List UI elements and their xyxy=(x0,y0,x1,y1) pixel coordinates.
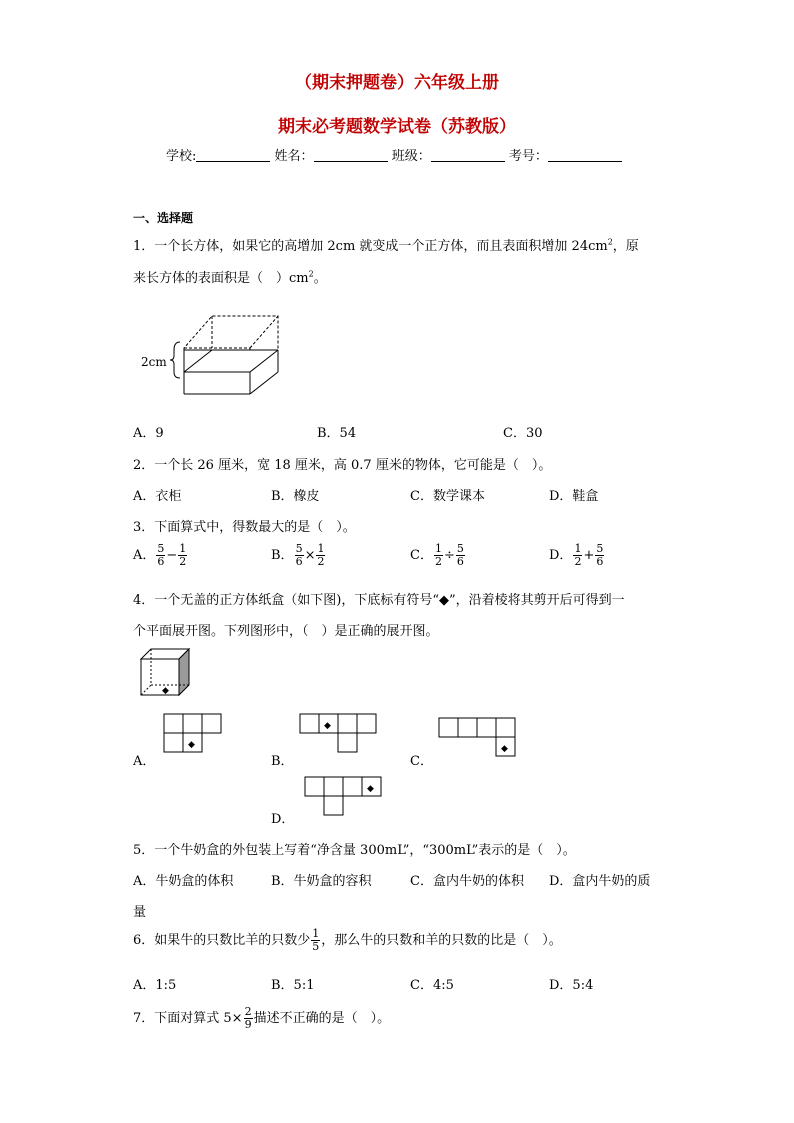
q3-c-label: C． xyxy=(410,548,433,563)
q3-a-op: − xyxy=(166,548,178,563)
section-heading: 一、选择题 xyxy=(133,211,194,225)
q3-d-label: D． xyxy=(549,548,573,563)
q3-a-frac2: $\frac{1}{2}$ xyxy=(179,542,187,568)
q3-d-frac1: $\frac{1}{2}$ xyxy=(574,542,582,568)
q3-b-frac1: $\frac{5}{6}$ xyxy=(295,542,303,568)
class-blank[interactable] xyxy=(431,149,505,162)
q5-option-d-wrap: 量 xyxy=(133,905,147,920)
q4-net-c-diamond: ◆ xyxy=(501,744,508,754)
q3-a-frac1: $\frac{5}{6}$ xyxy=(157,542,165,568)
number-label: 考号： xyxy=(508,149,548,164)
q1-figure-label: 2cm xyxy=(141,355,167,369)
school-blank[interactable] xyxy=(196,149,270,162)
q1-option-a[interactable]: A．9 xyxy=(133,426,164,441)
q4-box-figure xyxy=(141,649,191,699)
q6-text-a: 6．如果牛的只数比羊的只数少 xyxy=(133,933,311,948)
q1-sup-2: 2 xyxy=(308,269,314,279)
q4-box-diamond: ◆ xyxy=(162,686,169,696)
q1-sup: 2 xyxy=(607,237,613,247)
q5-option-a[interactable]: A．牛奶盒的体积 xyxy=(133,874,234,889)
q4-net-a[interactable] xyxy=(164,714,226,756)
q4-line-2: 个平面展开图。下列图形中，（ ）是正确的展开图。 xyxy=(133,624,439,639)
q6-option-b[interactable]: B．5:1 xyxy=(271,978,315,993)
q4-net-c[interactable] xyxy=(439,718,521,760)
q1-text-1: 1．一个长方体，如果它的高增加 2cm 就变成一个正方体，而且表面积增加 24cm xyxy=(133,239,608,254)
q1-line-2 xyxy=(133,267,327,286)
q3-a-label: A． xyxy=(133,548,156,563)
q4-net-b-diamond: ◆ xyxy=(324,721,331,731)
q4-net-a-diamond: ◆ xyxy=(188,740,195,750)
q1-text-1-end: ，原 xyxy=(612,239,639,254)
q2-option-b[interactable]: B．橡皮 xyxy=(271,489,320,504)
title-line-1: （期末押题卷）六年级上册 xyxy=(295,73,499,93)
q6-text xyxy=(133,928,562,953)
q5-text: 5．一个牛奶盒的外包装上写着“净含量 300mL”，“300mL”表示的是（ ）。 xyxy=(133,843,576,858)
q3-d-op: + xyxy=(583,548,595,563)
q3-c-frac1: $\frac{1}{2}$ xyxy=(434,542,442,568)
title-line-2: 期末必考题数学试卷（苏教版） xyxy=(278,117,516,137)
q3-option-b[interactable] xyxy=(271,543,326,568)
q5-option-c[interactable]: C．盒内牛奶的体积 xyxy=(410,874,524,889)
q3-b-op: × xyxy=(304,548,316,563)
q1-text-2: 来长方体的表面积是（ ）cm xyxy=(133,271,309,286)
q1-cuboid-figure xyxy=(140,310,290,400)
q7-text xyxy=(133,1006,390,1031)
name-blank[interactable] xyxy=(314,149,388,162)
q6-option-c[interactable]: C．4:5 xyxy=(410,978,454,993)
q7-fraction: $\frac{2}{9}$ xyxy=(244,1005,252,1031)
q2-option-d[interactable]: D．鞋盒 xyxy=(549,489,599,504)
school-label: 学校: xyxy=(166,149,197,164)
q7-text-a: 7．下面对算式 5× xyxy=(133,1011,243,1026)
number-blank[interactable] xyxy=(548,149,622,162)
q6-option-a[interactable]: A．1:5 xyxy=(133,978,177,993)
q4-option-a[interactable]: A． xyxy=(133,754,156,769)
q4-net-d-diamond: ◆ xyxy=(367,784,374,794)
q4-net-b[interactable] xyxy=(300,714,380,756)
q1-text-2-end: 。 xyxy=(313,271,327,286)
q3-c-op: ÷ xyxy=(443,548,455,563)
q3-d-frac2: $\frac{5}{6}$ xyxy=(596,542,604,568)
q7-text-b: 描述不正确的是（ ）。 xyxy=(253,1011,391,1026)
q6-fraction: $\frac{1}{5}$ xyxy=(312,927,320,953)
q4-option-d[interactable]: D． xyxy=(271,812,295,827)
q6-text-b: ，那么牛的只数和羊的只数的比是（ ）。 xyxy=(321,933,562,948)
q2-option-c[interactable]: C．数学课本 xyxy=(410,489,485,504)
name-label: 姓名： xyxy=(274,149,314,164)
q4-option-b[interactable]: B． xyxy=(271,754,294,769)
q1-option-b[interactable]: B．54 xyxy=(317,426,357,441)
q3-b-frac2: $\frac{1}{2}$ xyxy=(317,542,325,568)
q3-b-label: B． xyxy=(271,548,294,563)
q2-text: 2．一个长 26 厘米，宽 18 厘米，高 0.7 厘米的物体，它可能是（ ）。 xyxy=(133,458,552,473)
q1-option-c[interactable]: C．30 xyxy=(503,426,543,441)
q3-option-a[interactable] xyxy=(133,543,188,568)
q5-option-b[interactable]: B．牛奶盒的容积 xyxy=(271,874,372,889)
q4-net-d[interactable] xyxy=(305,777,385,819)
q6-option-d[interactable]: D．5:4 xyxy=(549,978,594,993)
q3-text: 3．下面算式中，得数最大的是（ ）。 xyxy=(133,520,356,535)
q4-line-1: 4．一个无盖的正方体纸盒（如下图)，下底标有符号“◆”，沿着棱将其剪开后可得到一 xyxy=(133,593,625,608)
student-info-row xyxy=(166,145,622,164)
q3-c-frac2: $\frac{5}{6}$ xyxy=(456,542,464,568)
q2-option-a[interactable]: A．衣柜 xyxy=(133,489,182,504)
q3-option-c[interactable] xyxy=(410,543,466,568)
q4-option-c[interactable]: C． xyxy=(410,754,433,769)
q5-option-d[interactable]: D．盒内牛奶的质 xyxy=(549,874,651,889)
q3-option-d[interactable] xyxy=(549,543,605,568)
class-label: 班级： xyxy=(391,149,431,164)
q1-line-1 xyxy=(133,235,639,254)
